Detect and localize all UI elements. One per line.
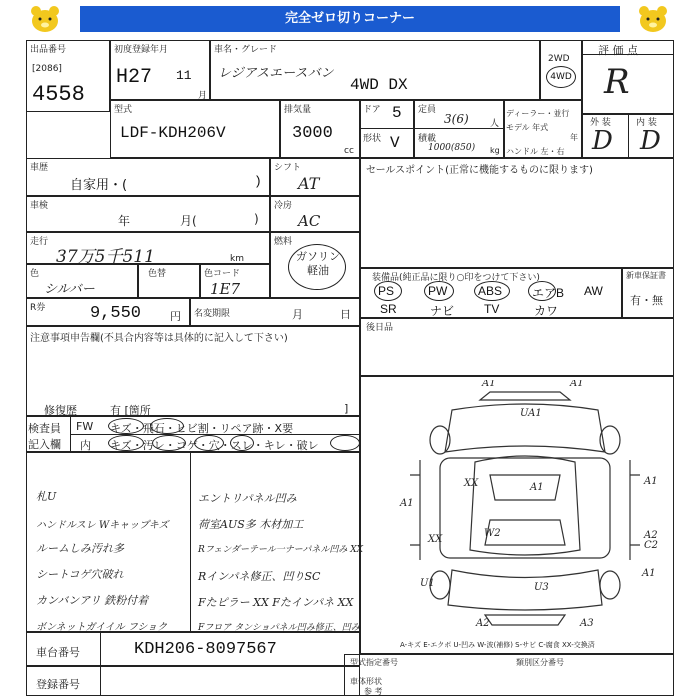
equip-airbag-circle: [528, 281, 556, 301]
mileage-value: 37万5千511: [56, 247, 155, 267]
note-right-5: Fたピラー XX Fたインパネ XX: [198, 596, 354, 609]
grade: 4WD DX: [350, 76, 408, 94]
svg-text:UA1: UA1: [520, 408, 542, 419]
load-label: 積載: [418, 134, 437, 144]
note-right-3: Rフェンダーテール一ナーパネル凹み XX: [198, 545, 364, 555]
stamp-label: 型式指定番号: [350, 658, 398, 667]
model-name: レジアスエースバン: [218, 66, 334, 81]
chassis-value: KDH206-8097567: [134, 640, 277, 659]
capacity-label: 定員: [418, 105, 437, 115]
fw-items: キズ・飛石・ヒビ割・リペア跡・X要: [110, 422, 294, 435]
color-code-label: 色コード: [204, 269, 241, 279]
car-diagram: [380, 380, 670, 630]
repair-label: 修復歴: [44, 404, 77, 417]
damage-legend: A-キズ E-エクボ U-凹み W-波(補修) S-サビ C-腐食 XX-交換済: [400, 641, 595, 649]
svg-text:A1: A1: [400, 498, 414, 509]
equip-navi: ナビ: [430, 304, 455, 318]
first-reg-era: H27: [116, 66, 153, 89]
note-left-1: 札U: [36, 490, 57, 503]
equip-pw: PW: [428, 284, 448, 298]
warranty-label: 新車保証書: [626, 271, 666, 280]
aftermarket-label: 後日品: [366, 323, 394, 333]
svg-text:W2: W2: [484, 528, 501, 539]
fw-tobiishi-circle: [150, 418, 184, 434]
svg-text:A1: A1: [642, 568, 656, 579]
first-reg-label: 初度登録年月: [114, 45, 169, 55]
note-right-6: Fフロア タンショパネル凹み修正、凹み: [198, 623, 360, 633]
load-unit: kg: [490, 146, 500, 155]
note-left-5: カンバンアリ 鉄粉付着: [36, 594, 149, 607]
mileage-label: 走行: [30, 237, 49, 247]
inspection-month: 月(: [180, 214, 197, 228]
drive-4wd: 4WD: [546, 66, 576, 88]
shift-value: AT: [298, 174, 320, 193]
in-yabure-circle: [330, 435, 360, 451]
in-koge-circle: [194, 435, 224, 451]
tax-month: 月: [292, 308, 303, 321]
equip-ps: PS: [378, 284, 395, 298]
fw-label: FW: [76, 420, 94, 433]
load-value: 1000(850): [428, 143, 476, 153]
interior-label: 内 装: [636, 118, 657, 128]
equip-ps-circle: [374, 281, 402, 301]
equipment-label: 装備品(純正品に限り○印をつけて下さい): [372, 273, 540, 283]
repair-value: 有 [箇所: [110, 404, 151, 417]
dealer-label: ディーラー・並行: [506, 109, 570, 118]
color-value: シルバー: [44, 282, 95, 297]
recycle-value: 9,550: [90, 304, 142, 323]
equip-abs: ABS: [478, 284, 503, 298]
color-change-label: 色替: [148, 269, 167, 279]
inspection-label: 車検: [30, 201, 49, 211]
lot-sub: [2086]: [32, 64, 62, 74]
equip-tv: TV: [484, 302, 500, 316]
note-left-3: ルームしみ汚れ多: [36, 542, 124, 555]
capacity-unit: 人: [490, 119, 500, 129]
note-right-4: Rインパネ修正、凹りSC: [198, 570, 321, 583]
recycle-unit: 円: [170, 310, 181, 323]
shift-label: シフト: [274, 163, 302, 173]
tax-day: 日: [340, 308, 351, 321]
inspection-year: 年: [118, 214, 131, 228]
shape-value: V: [390, 134, 400, 152]
note-right-1: エントリパネル凹み: [198, 492, 297, 505]
chassis-label: 車台番号: [36, 646, 80, 659]
note-left-4: シートコゲ穴破れ: [36, 568, 124, 581]
color-code-value: 1E7: [210, 280, 241, 298]
equip-airbag: エアB: [532, 286, 565, 300]
ac-value: AC: [298, 212, 321, 230]
svg-text:C2: C2: [644, 540, 659, 551]
lot-number: 4558: [32, 82, 85, 107]
sales-point-label: セールスポイント(正常に機能するものに限ります): [366, 165, 593, 176]
class-label: 類別区分番号: [516, 658, 564, 667]
inspection-cell: [26, 196, 270, 232]
color-label: 色: [30, 269, 40, 279]
shape-label: 形状: [363, 134, 382, 144]
exterior-score: D: [592, 126, 613, 156]
svg-text:XX: XX: [428, 534, 443, 545]
svg-text:U1: U1: [420, 578, 435, 589]
eval-score: R: [604, 62, 630, 102]
bear-mascot-icon: [28, 4, 62, 34]
aftermarket-cell: [360, 318, 674, 376]
svg-text:A1: A1: [482, 380, 496, 389]
doors-value: 5: [392, 104, 402, 122]
svg-text:A1: A1: [644, 476, 658, 487]
banner-title: 完全ゼロ切りコーナー: [80, 6, 620, 32]
note-left-6: ボンネットガイイル フショク: [36, 622, 168, 633]
fuel-label: 燃料: [274, 237, 293, 247]
in-kizu-circle: [108, 435, 144, 451]
in-ana-circle: [230, 435, 254, 451]
svg-text:A1: A1: [530, 482, 544, 493]
note-right-2: 荷室AUS多 木材加工: [198, 518, 304, 531]
first-reg-unit: 月: [198, 91, 208, 101]
fuel-value: ガソリン 軽油: [296, 250, 340, 277]
record-label: 記入欄: [28, 438, 61, 451]
exterior-label: 外 装: [590, 118, 611, 128]
displacement-unit: cc: [344, 146, 354, 156]
interior-score: D: [640, 126, 661, 156]
in-yogore-circle: [152, 435, 186, 451]
equip-abs-circle: [474, 281, 510, 301]
car-type-label: 車歴: [30, 163, 49, 173]
note-left-2: ハンドルスレ Wキャップキズ: [36, 520, 169, 531]
capacity-value: 3(6): [444, 112, 469, 126]
bear-mascot-icon: [636, 4, 670, 34]
svg-text:A2: A2: [644, 530, 658, 541]
svg-text:A3: A3: [580, 618, 594, 629]
svg-text:XX: XX: [464, 478, 479, 489]
ac-label: 冷房: [274, 201, 293, 211]
reg-label: 登録番号: [36, 678, 80, 691]
tax-label: 名変期限: [194, 309, 231, 319]
doors-label: ドア: [363, 105, 381, 115]
in-items: キズ・汚レ・コゲ・穴・スレ・キレ・破レ: [110, 439, 319, 452]
equip-aw: AW: [584, 284, 603, 298]
model-label: 車名・グレード: [214, 45, 278, 55]
model-year-unit: 年: [570, 133, 578, 142]
drive-2wd: 2WD: [548, 54, 570, 64]
eval-label: 評 価 点: [598, 44, 638, 57]
type-label: 型式: [114, 105, 133, 115]
fw-kizu-circle: [108, 418, 144, 434]
car-type-cell: [26, 158, 270, 196]
svg-text:A2: A2: [476, 618, 490, 629]
displacement-value: 3000: [292, 124, 333, 143]
report-label: 注意事項申告欄(不具合内容等は具体的に記入して下さい): [30, 333, 288, 344]
mileage-unit: km: [230, 254, 244, 264]
model-year-label: モデル 年式: [506, 123, 549, 132]
first-reg-month: 11: [176, 68, 192, 83]
body-label: 車体形状: [350, 677, 382, 686]
equip-pw-circle: [424, 281, 454, 301]
repair-close: ]: [344, 402, 349, 415]
inspector-label: 検査員: [28, 422, 61, 435]
handle-label: ハンドル 左・右: [506, 147, 565, 156]
car-type-close: ): [254, 174, 262, 189]
svg-text:A1: A1: [570, 380, 584, 389]
equip-leather: カワ: [534, 304, 559, 318]
equip-sr: SR: [380, 302, 397, 316]
ref-label: 参 考: [364, 687, 383, 696]
inspection-close: ): [254, 212, 259, 226]
lot-label: 出品番号: [30, 45, 67, 55]
recycle-label: R券: [30, 303, 46, 313]
displacement-label: 排気量: [284, 105, 312, 115]
type-value: LDF-KDH206V: [120, 124, 226, 142]
car-type-value: 自家用・(: [70, 178, 128, 193]
warranty-value: 有・無: [630, 294, 663, 307]
in-label: 内: [80, 439, 91, 452]
svg-text:U3: U3: [534, 582, 549, 593]
